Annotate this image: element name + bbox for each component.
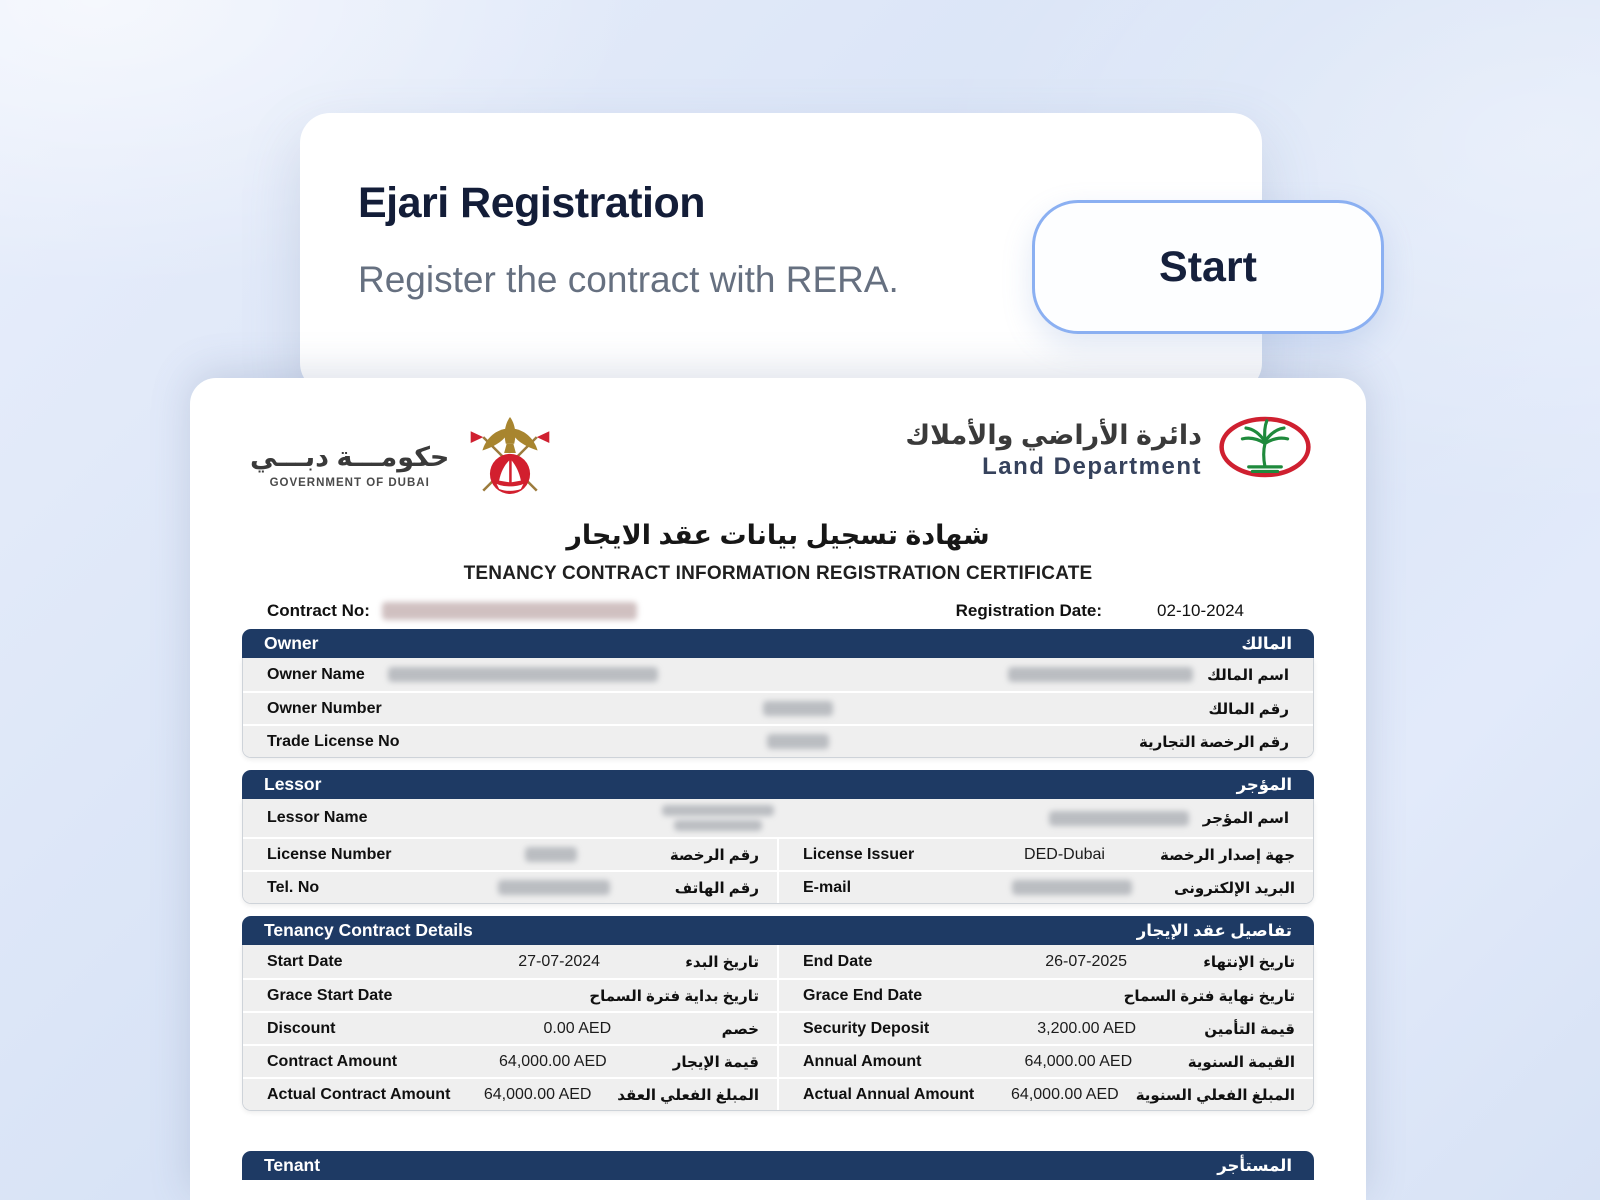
end-date-label-ar: تاريخ الإنتهاء	[1203, 953, 1295, 971]
trade-license-label: Trade License No	[267, 732, 400, 750]
lessor-section-header	[242, 770, 1314, 799]
annual-amount-label-ar: القيمة السنوية	[1187, 1053, 1295, 1071]
government-of-dubai-text	[250, 442, 449, 489]
owner-section	[242, 629, 1314, 758]
land-department-text	[905, 420, 1202, 481]
discount-value: 0.00 AED	[543, 1019, 612, 1037]
owner-section-header	[242, 629, 1314, 658]
falcon-emblem-icon	[467, 412, 553, 504]
tenancy-details-section	[242, 916, 1314, 1111]
land-department-arabic: دائرة الأراضي والأملاك	[905, 420, 1202, 450]
tenant-header-en: Tenant	[264, 1155, 321, 1175]
annual-amount-label: Annual Amount	[803, 1052, 922, 1070]
license-number-label-ar: رقم الرخصة	[669, 846, 759, 864]
amounts-row	[243, 1044, 1313, 1077]
actual-annual-amount-cell	[777, 1079, 1313, 1110]
actual-amounts-row	[243, 1077, 1313, 1110]
tel-label-ar: رقم الهاتف	[674, 879, 759, 897]
owner-name-label-ar: اسم المالك	[1207, 666, 1289, 684]
discount-deposit-row	[243, 1011, 1313, 1044]
license-number-label: License Number	[267, 845, 392, 863]
contract-amount-label: Contract Amount	[267, 1052, 398, 1070]
annual-amount-value: 64,000.00 AED	[1024, 1052, 1133, 1070]
land-department-english: Land Department	[982, 453, 1202, 480]
government-of-dubai-logo	[250, 412, 553, 504]
owner-number-row	[243, 691, 1313, 724]
tel-label: Tel. No	[267, 878, 320, 896]
security-deposit-label-ar: قيمة التأمين	[1204, 1020, 1295, 1038]
certificate-title-arabic: شهادة تسجيل بيانات عقد الايجار	[566, 520, 990, 550]
contract-amount-value: 64,000.00 AED	[499, 1052, 607, 1070]
lessor-name-redacted-value	[662, 805, 774, 831]
owner-name-label: Owner Name	[267, 665, 365, 683]
actual-contract-amount-value: 64,000.00 AED	[483, 1085, 592, 1103]
task-title: Ejari Registration	[358, 179, 706, 227]
start-date-label: Start Date	[267, 952, 343, 970]
start-date-cell	[243, 945, 777, 978]
lessor-section	[242, 770, 1314, 904]
palm-tree-emblem-icon	[1218, 414, 1312, 480]
contract-amount-cell	[243, 1046, 777, 1077]
tenant-section	[242, 1151, 1314, 1180]
start-date-label-ar: تاريخ البدء	[685, 953, 759, 971]
license-number-redacted-value	[525, 847, 577, 862]
trade-license-label-ar: رقم الرخصة التجارية	[1138, 733, 1289, 751]
email-label: E-mail	[803, 878, 852, 896]
security-deposit-label: Security Deposit	[803, 1019, 930, 1037]
grace-start-label-ar: تاريخ بداية فترة السماح	[589, 987, 759, 1005]
start-date-value: 27-07-2024	[518, 952, 601, 970]
dates-row	[243, 945, 1313, 978]
owner-name-redacted-value-ar	[1008, 667, 1193, 682]
actual-annual-amount-label-ar: المبلغ الفعلي السنوية	[1135, 1086, 1295, 1104]
license-issuer-cell	[777, 839, 1313, 870]
tenancy-details-header	[242, 916, 1314, 945]
owner-number-label-ar: رقم المالك	[1208, 700, 1289, 718]
tel-redacted-value	[498, 880, 610, 895]
tenant-header-ar: المستأجر	[1217, 1156, 1292, 1175]
license-issuer-label-ar: جهة إصدار الرخصة	[1159, 846, 1295, 864]
end-date-label: End Date	[803, 952, 873, 970]
trade-license-row	[243, 724, 1313, 757]
lessor-name-label: Lessor Name	[267, 809, 368, 826]
contract-amount-label-ar: قيمة الإيجار	[672, 1053, 759, 1071]
license-issuer-value: DED-Dubai	[1024, 845, 1105, 863]
contract-meta-row	[242, 599, 1314, 623]
grace-end-label: Grace End Date	[803, 986, 923, 1004]
tenancy-details-header-ar: تفاصيل عقد الإيجار	[1136, 921, 1292, 940]
task-subtitle: Register the contract with RERA.	[358, 259, 899, 300]
owner-name-redacted-value	[388, 667, 658, 682]
tel-cell	[243, 872, 777, 903]
contract-no-redacted-value	[382, 602, 637, 620]
tenancy-details-header-en: Tenancy Contract Details	[264, 920, 473, 940]
grace-start-cell	[243, 980, 777, 1011]
email-cell	[777, 872, 1313, 903]
annual-amount-cell	[777, 1046, 1313, 1077]
certificate-logos	[242, 412, 1314, 504]
owner-header-en: Owner	[264, 633, 319, 653]
license-row	[243, 837, 1313, 870]
grace-end-cell	[777, 980, 1313, 1011]
grace-end-label-ar: تاريخ نهاية فترة السماح	[1123, 987, 1295, 1005]
lessor-header-en: Lessor	[264, 774, 322, 794]
grace-start-label: Grace Start Date	[267, 986, 393, 1004]
registration-date-value: 02-10-2024	[1157, 601, 1244, 620]
license-number-cell	[243, 839, 777, 870]
government-of-dubai-english: GOVERNMENT OF DUBAI	[269, 476, 430, 489]
grace-dates-row	[243, 978, 1313, 1011]
security-deposit-cell	[777, 1013, 1313, 1044]
discount-label-ar: خصم	[721, 1020, 759, 1038]
actual-contract-amount-cell	[243, 1079, 777, 1110]
discount-label: Discount	[267, 1019, 336, 1037]
license-issuer-label: License Issuer	[803, 845, 915, 863]
tenant-section-header	[242, 1151, 1314, 1180]
contract-no-label: Contract No:	[267, 601, 370, 620]
owner-number-label: Owner Number	[267, 699, 382, 717]
registration-date-label: Registration Date:	[955, 601, 1103, 620]
actual-contract-amount-label: Actual Contract Amount	[267, 1085, 451, 1103]
end-date-value: 26-07-2025	[1045, 952, 1128, 970]
start-button[interactable]: Start	[1032, 200, 1384, 334]
tel-email-row	[243, 870, 1313, 903]
land-department-logo	[905, 412, 1312, 481]
actual-annual-amount-label: Actual Annual Amount	[803, 1085, 975, 1103]
owner-number-redacted-value	[763, 701, 833, 716]
end-date-cell	[777, 945, 1313, 978]
ejari-certificate-card	[190, 378, 1366, 1200]
discount-cell	[243, 1013, 777, 1044]
certificate-title-english: TENANCY CONTRACT INFORMATION REGISTRATION CERTIFICATE	[463, 563, 1093, 584]
lessor-name-row	[243, 799, 1313, 837]
government-of-dubai-arabic: حكومـــة دبـــي	[250, 441, 450, 472]
trade-license-redacted-value	[767, 734, 829, 749]
actual-contract-amount-label-ar: المبلغ الفعلي العقد	[617, 1086, 759, 1104]
actual-annual-amount-value: 64,000.00 AED	[1011, 1085, 1119, 1103]
security-deposit-value: 3,200.00 AED	[1037, 1019, 1137, 1037]
lessor-header-ar: المؤجر	[1236, 775, 1292, 794]
owner-header-ar: المالك	[1241, 634, 1292, 653]
email-redacted-value	[1012, 880, 1132, 895]
lessor-name-redacted-value-ar	[1049, 811, 1189, 826]
email-label-ar: البريد الإلكترونى	[1174, 879, 1295, 897]
lessor-name-label-ar: اسم المؤجر	[1202, 810, 1289, 827]
owner-name-row	[243, 658, 1313, 691]
